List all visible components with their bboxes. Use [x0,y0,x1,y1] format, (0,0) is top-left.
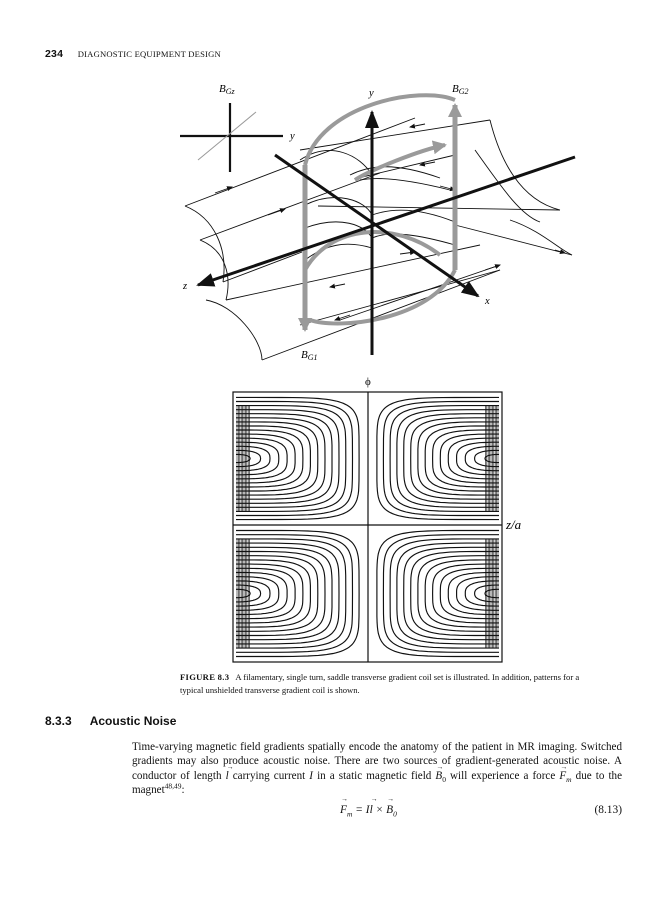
contour-line [236,438,287,479]
contour-line [236,535,353,653]
label-bg1: BG1 [301,349,318,362]
label-bg2: BG2 [452,83,469,96]
caption-text: A filamentary, single turn, saddle transverse gradient coil set is illustrated. In addition, patterns for a typical unshielded transverse gradient coil is shown. [180,672,580,695]
label-y-axis: y [369,88,374,99]
section-heading [45,714,176,728]
contour-line [236,573,287,615]
label-x-axis: x [485,296,490,307]
equation-expression: → $F_m = I\to l$ × → $B_0$ [340,804,397,816]
contour-line [236,531,359,657]
page-number: 234 [45,48,64,60]
page-header [45,48,221,60]
section-title: Acoustic Noise [89,714,177,728]
inset-axes [180,103,283,172]
running-head: DIAGNOSTIC EQUIPMENT DESIGN [77,49,221,59]
body-paragraph: Time-varying magnetic field gradients spatially encode the anatomy of the patient in MR imaging. Switched gradients may also produce acoustic noise. There are two sources of gradient-generated acoustic noise. A conductor of length → l carrying current I in a static magnetic field → $B_0$ will experience a force → $F_m$ due to the magnet$^{48,49}$: [132,740,622,798]
label-z-over-a: z/a [506,517,522,532]
contour-line [440,568,499,618]
saddle-coil-diagram [170,75,590,365]
contour-line [448,573,499,615]
contour-line [236,402,353,516]
caption-label: FIGURE 8.3 [180,672,230,682]
contour-line [377,397,499,519]
contour-line [383,402,499,516]
gradient-coil-pattern [225,372,535,664]
label-y-inset: y [290,131,295,142]
coil-windings [185,118,572,360]
contour-line [236,397,359,519]
contour-line [448,438,499,479]
label-bgz: BGz [219,83,235,96]
contour-line [236,434,295,483]
contour-line [236,568,295,618]
equation-number: (8.13) [594,804,622,816]
contour-line [377,531,499,657]
contour-line [440,434,499,483]
figure-caption [180,671,600,696]
label-z-axis: z [183,281,188,292]
label-phi: ϕ [365,376,371,388]
section-number: 8.3.3 [45,714,72,728]
contour-line [383,535,499,653]
